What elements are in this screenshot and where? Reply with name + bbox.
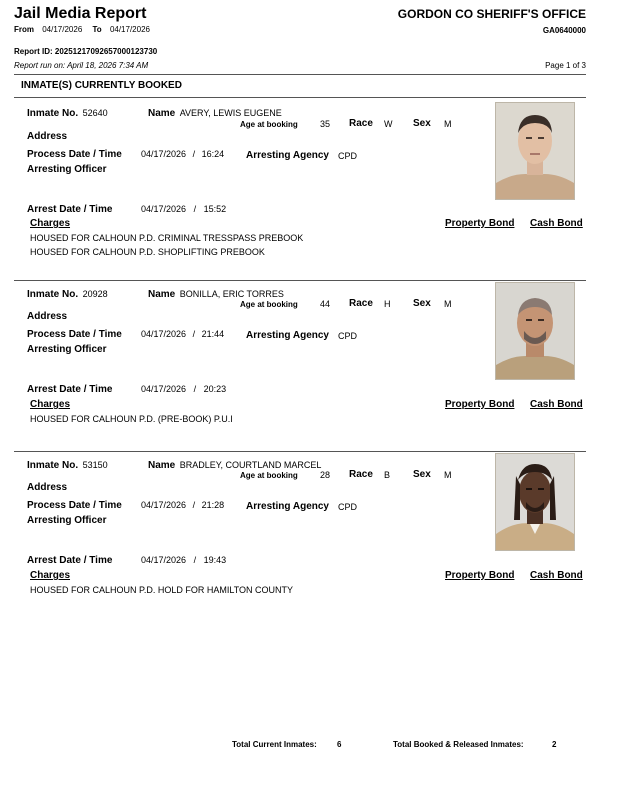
inmate-no-label: Inmate No. [27, 289, 79, 300]
process-time: 21:44 [201, 329, 225, 339]
race-label: Race [349, 469, 373, 480]
arrest-date: 04/17/2026 [141, 555, 187, 565]
slash: / [192, 500, 196, 510]
report-run-on: Report run on: April 18, 2026 7:34 AM [14, 61, 149, 70]
sex-value: M [444, 119, 452, 129]
process-date: 04/17/2026 [141, 149, 187, 159]
cash-bond-label: Cash Bond [530, 570, 583, 581]
inmate-record [0, 451, 617, 611]
arresting-officer-label: Arresting Officer [27, 164, 107, 175]
property-bond-label: Property Bond [445, 570, 515, 581]
charge-line: HOUSED FOR CALHOUN P.D. CRIMINAL TRESSPASS PREBOOK [30, 233, 304, 243]
arresting-agency-value: CPD [338, 151, 358, 161]
cash-bond-label: Cash Bond [530, 218, 583, 229]
charge-line: HOUSED FOR CALHOUN P.D. HOLD FOR HAMILTON COUNTY [30, 585, 294, 595]
inmate-no-label: Inmate No. [27, 108, 79, 119]
to-date: 04/17/2026 [109, 25, 150, 34]
age-value: 28 [320, 470, 331, 480]
mugshot-photo [495, 282, 575, 380]
total-current-value: 6 [337, 740, 342, 749]
from-date: 04/17/2026 [42, 25, 83, 34]
arresting-agency-value: CPD [338, 331, 358, 341]
race-label: Race [349, 298, 373, 309]
race-value: B [384, 470, 391, 480]
arrest-date: 04/17/2026 [141, 204, 187, 214]
agency-name: GORDON CO SHERIFF'S OFFICE [397, 7, 586, 21]
age-label: Age at booking [240, 471, 298, 480]
charges-label: Charges [30, 399, 71, 410]
name-label: Name [148, 108, 176, 119]
arrest-value [141, 555, 226, 565]
age-label: Age at booking [240, 300, 298, 309]
arrest-value [141, 204, 226, 214]
sex-value: M [444, 470, 452, 480]
agency-code: GA0640000 [542, 26, 586, 35]
process-value [141, 149, 224, 159]
report-id: Report ID: 20251217092657000123730 [14, 47, 158, 56]
report-title: Jail Media Report [14, 5, 147, 22]
slash: / [193, 555, 197, 565]
inmate-no-value: 20928 [82, 289, 108, 299]
slash: / [192, 329, 196, 339]
age-value: 35 [320, 119, 331, 129]
process-time: 21:28 [201, 500, 225, 510]
arresting-agency-label: Arresting Agency [246, 501, 329, 512]
arrest-time: 19:43 [203, 555, 227, 565]
sex-label: Sex [413, 469, 431, 480]
inmate-record [0, 100, 617, 275]
process-value [141, 329, 224, 339]
arrest-label: Arrest Date / Time [27, 555, 113, 566]
inmate-no-value: 53150 [82, 460, 108, 470]
arresting-agency-label: Arresting Agency [246, 330, 329, 341]
slash: / [193, 204, 197, 214]
slash: / [192, 149, 196, 159]
age-value: 44 [320, 299, 331, 309]
race-value: W [384, 119, 393, 129]
to-label: To [92, 25, 102, 34]
arrest-time: 20:23 [203, 384, 227, 394]
race-label: Race [349, 118, 373, 129]
charges-label: Charges [30, 218, 71, 229]
sex-value: M [444, 299, 452, 309]
name-value: AVERY, LEWIS EUGENE [179, 108, 282, 118]
process-date: 04/17/2026 [141, 329, 187, 339]
property-bond-label: Property Bond [445, 218, 515, 229]
mugshot-photo [495, 102, 575, 200]
arrest-label: Arrest Date / Time [27, 204, 113, 215]
name-label: Name [148, 460, 176, 471]
arrest-date: 04/17/2026 [141, 384, 187, 394]
header-divider [14, 74, 586, 75]
mugshot-photo [495, 453, 575, 551]
total-released-label: Total Booked & Released Inmates: [393, 740, 524, 749]
race-value: H [384, 299, 391, 309]
charges-label: Charges [30, 570, 71, 581]
arresting-officer-label: Arresting Officer [27, 515, 107, 526]
name-label: Name [148, 289, 176, 300]
age-label: Age at booking [240, 120, 298, 129]
arrest-label: Arrest Date / Time [27, 384, 113, 395]
inmate-no-field [27, 455, 108, 473]
charge-line: HOUSED FOR CALHOUN P.D. SHOPLIFTING PREBOOK [30, 247, 265, 257]
address-label: Address [27, 311, 68, 322]
process-time: 16:24 [201, 149, 225, 159]
arresting-agency-label: Arresting Agency [246, 150, 329, 161]
inmate-no-field [27, 103, 108, 121]
arresting-officer-label: Arresting Officer [27, 344, 107, 355]
date-range [14, 25, 150, 34]
inmate-record [0, 280, 617, 450]
process-value [141, 500, 224, 510]
address-label: Address [27, 482, 68, 493]
process-label: Process Date / Time [27, 329, 122, 340]
address-label: Address [27, 131, 68, 142]
section-divider [14, 97, 586, 98]
sex-label: Sex [413, 298, 431, 309]
total-released-value: 2 [552, 740, 557, 749]
property-bond-label: Property Bond [445, 399, 515, 410]
inmate-no-value: 52640 [82, 108, 108, 118]
from-label: From [14, 25, 34, 34]
slash: / [193, 384, 197, 394]
arrest-value [141, 384, 226, 394]
total-current-label: Total Current Inmates: [232, 740, 317, 749]
name-value: BONILLA, ERIC TORRES [179, 289, 284, 299]
process-label: Process Date / Time [27, 149, 122, 160]
arrest-time: 15:52 [203, 204, 227, 214]
page-number: Page 1 of 3 [545, 61, 586, 70]
inmate-no-label: Inmate No. [27, 460, 79, 471]
section-title: INMATE(S) CURRENTLY BOOKED [21, 80, 182, 91]
cash-bond-label: Cash Bond [530, 399, 583, 410]
process-date: 04/17/2026 [141, 500, 187, 510]
charge-line: HOUSED FOR CALHOUN P.D. (PRE-BOOK) P.U.I [30, 414, 233, 424]
name-value: BRADLEY, COURTLAND MARCEL [179, 460, 322, 470]
arresting-agency-value: CPD [338, 502, 358, 512]
sex-label: Sex [413, 118, 431, 129]
process-label: Process Date / Time [27, 500, 122, 511]
inmate-no-field [27, 284, 108, 302]
name-field [148, 103, 282, 121]
